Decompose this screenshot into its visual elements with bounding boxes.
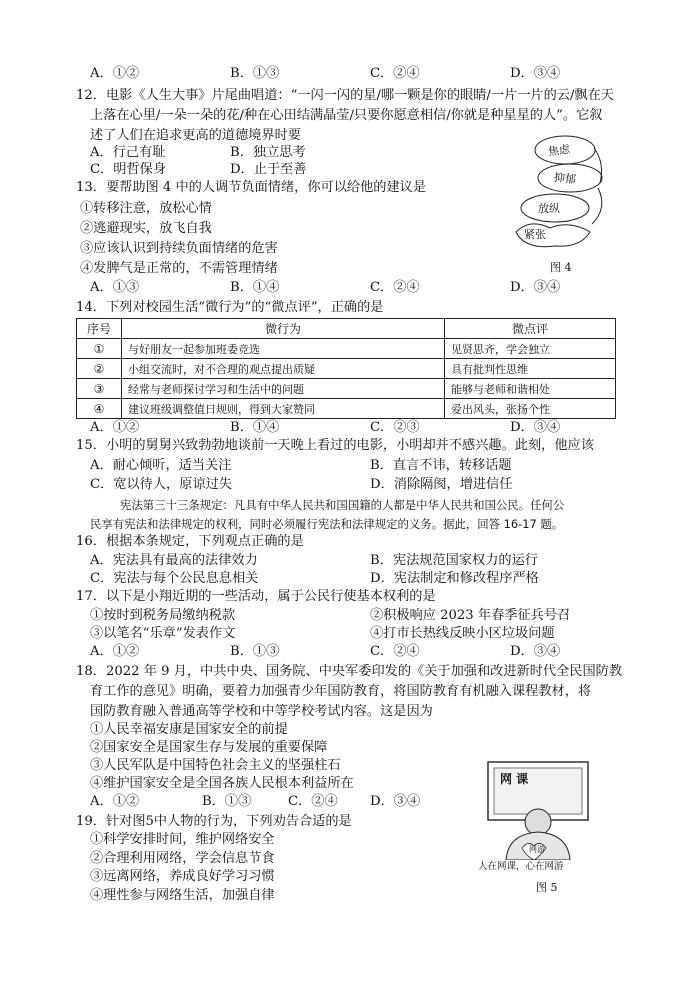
q14-option-d: D．③④ — [510, 420, 561, 435]
bubble-label-1: 焦虑 — [547, 142, 571, 159]
q17-item-3: ③以笔名“乐章”发表作文 — [90, 626, 236, 641]
q15-option-d: D．消除隔阂，增进信任 — [370, 477, 513, 492]
q14-option-b: B．①④ — [230, 420, 280, 435]
q14-table — [76, 318, 616, 419]
q13-option-a: A．①③ — [90, 280, 140, 295]
figure-5-screen-text: 网 课 — [500, 772, 529, 786]
table-row — [77, 359, 616, 379]
constitution-quote-line2: 民享有宪法和法律规定的权利，同时必须履行宪法和法律规定的义务。据此，回答 16-17 题。 — [90, 517, 564, 531]
q19-stem: 19．针对图5中人物的行为，下列劝告合适的是 — [76, 814, 352, 829]
table-header-row — [77, 319, 616, 339]
q13-item-1: ①转移注意，放松心情 — [80, 201, 212, 216]
row-index: ③ — [77, 379, 122, 399]
q15-option-c: C．宽以待人，原谅过失 — [90, 477, 232, 492]
row-index: ② — [77, 359, 122, 379]
bubble-label-4: 紧张 — [524, 228, 546, 241]
q14-option-c: C．②③ — [370, 420, 420, 435]
q17-item-4: ④打市长热线反映小区垃圾问题 — [370, 626, 555, 641]
q17-option-b: B．①③ — [230, 644, 280, 659]
header-comment: 微点评 — [445, 319, 616, 339]
q12-option-d: D．止于至善 — [230, 162, 307, 177]
header-behavior: 微行为 — [122, 319, 445, 339]
header-index: 序号 — [77, 319, 122, 339]
q18-item-2: ②国家安全是国家生存与发展的重要保障 — [90, 740, 328, 755]
q12-stem-line3: 述了人们在追求更高的道德境界时要 — [90, 128, 301, 143]
head — [525, 809, 551, 835]
q18-option-b: B．①③ — [202, 794, 252, 809]
q17-option-c: C．②④ — [370, 644, 420, 659]
figure-5-shirt-text: 网游 — [529, 845, 545, 854]
figure-5-slogan: 人在网课，心在网游 — [478, 861, 564, 872]
row-comment: 爱出风头，张扬个性 — [445, 399, 616, 419]
q16-option-b: B．宪法规范国家权力的运行 — [370, 553, 538, 568]
q11-option-a: A．①② — [90, 66, 140, 81]
q15-option-b: B．直言不讳，转移话题 — [370, 458, 512, 473]
q11-option-c: C．②④ — [370, 66, 420, 81]
q14-option-a: A．①② — [90, 420, 140, 435]
q19-item-3: ③远离网络，养成良好学习习惯 — [90, 869, 275, 884]
q18-option-c: C．②④ — [288, 794, 338, 809]
q18-item-3: ③人民军队是中国特色社会主义的坚强柱石 — [90, 758, 341, 773]
row-index: ④ — [77, 399, 122, 419]
row-behavior: 与好朋友一起参加班委竞选 — [122, 339, 445, 359]
q18-item-1: ①人民幸福安康是国家安全的前提 — [90, 722, 288, 737]
q12-stem-line2: 上落在心里/一朵一朵的花/种在心田结满晶莹/只要你愿意相信/你就是种星星的人”。它叙 — [90, 108, 603, 123]
q16-stem: 16．根据本条规定，下列观点正确的是 — [76, 534, 304, 549]
q17-item-2: ②积极响应 2023 年春季征兵号召 — [370, 608, 571, 623]
row-behavior: 小组交流时，对不合理的观点提出质疑 — [122, 359, 445, 379]
q14-stem: 14．下列对校园生活“微行为”的“微点评”，正确的是 — [76, 300, 384, 315]
table-row — [77, 339, 616, 359]
table-row — [77, 399, 616, 419]
q13-stem: 13．要帮助图 4 中的人调节负面情绪，你可以给他的建议是 — [76, 180, 427, 195]
row-behavior: 建议班级调整值日规则，得到大家赞同 — [122, 399, 445, 419]
q13-option-b: B．①④ — [230, 280, 280, 295]
row-index: ① — [77, 339, 122, 359]
row-behavior: 经常与老师探讨学习和生活中的问题 — [122, 379, 445, 399]
figure-4-caption: 图 4 — [550, 261, 572, 274]
q13-item-2: ②逃避现实，放飞自我 — [80, 221, 212, 236]
constitution-quote-line1: 宪法第三十三条规定：凡具有中华人民共和国国籍的人都是中华人民共和国公民。任何公 — [120, 498, 565, 512]
q13-item-4: ④发脾气是正常的，不需管理情绪 — [80, 261, 278, 276]
q13-item-3: ③应该认识到持续负面情绪的危害 — [80, 241, 278, 256]
q16-option-d: D．宪法制定和修改程序严格 — [370, 571, 539, 586]
q12-stem-line1: 12．电影《人生大事》片尾曲唱道：“一闪一闪的星/哪一颗是你的眼睛/一片一片的云/飘在天 — [76, 88, 614, 103]
bubble-label-2: 抑郁 — [553, 170, 577, 187]
q17-stem: 17．以下是小翔近期的一些活动，属于公民行使基本权利的是 — [76, 589, 436, 604]
q11-option-d: D．③④ — [510, 66, 561, 81]
q12-option-a: A．行己有耻 — [90, 145, 166, 160]
q19-item-1: ①科学安排时间，维护网络安全 — [90, 832, 275, 847]
figure-4 — [510, 128, 610, 258]
q12-option-c: C．明哲保身 — [90, 162, 167, 177]
q13-option-c: C．②④ — [370, 280, 420, 295]
q18-stem-line2: 育工作的意见》明确，要着力加强青少年国防教育，将国防教育有机融入课程教材，将 — [90, 684, 592, 699]
figure-5 — [476, 760, 606, 860]
q13-option-d: D．③④ — [510, 280, 561, 295]
q18-stem-line1: 18．2022 年 9 月，中共中央、国务院、中央军委印发的《关于加强和改进新时代全民国防教 — [76, 664, 623, 679]
row-comment: 见贤思齐，学会独立 — [445, 339, 616, 359]
table-row — [77, 379, 616, 399]
q15-option-a: A．耐心倾听，适当关注 — [90, 458, 232, 473]
q11-option-b: B．①③ — [230, 66, 280, 81]
q19-item-2: ②合理利用网络，学会信息节食 — [90, 851, 275, 866]
q16-option-c: C．宪法与每个公民息息相关 — [90, 571, 259, 586]
row-comment: 能够与老师和谐相处 — [445, 379, 616, 399]
q16-option-a: A．宪法具有最高的法律效力 — [90, 553, 258, 568]
q15-stem: 15．小明的舅舅兴致勃勃地谈前一天晚上看过的电影，小明却并不感兴趣。此刻，他应该 — [76, 438, 594, 453]
q12-option-b: B．独立思考 — [230, 145, 306, 160]
q17-option-a: A．①② — [90, 644, 140, 659]
q17-option-d: D．③④ — [510, 644, 561, 659]
q18-option-a: A．①② — [90, 794, 140, 809]
q18-item-4: ④维护国家安全是全国各族人民根本利益所在 — [90, 776, 354, 791]
q17-item-1: ①按时到税务局缴纳税款 — [90, 608, 236, 623]
q19-item-4: ④理性参与网络生活，加强自律 — [90, 888, 275, 903]
q18-stem-line3: 国防教育融入普通高等学校和中等学校考试内容。这是因为 — [90, 704, 433, 719]
row-comment: 具有批判性思维 — [445, 359, 616, 379]
figure-5-caption: 图 5 — [536, 881, 558, 894]
bubble-label-3: 放纵 — [538, 202, 560, 215]
q18-option-d: D．③④ — [370, 794, 421, 809]
